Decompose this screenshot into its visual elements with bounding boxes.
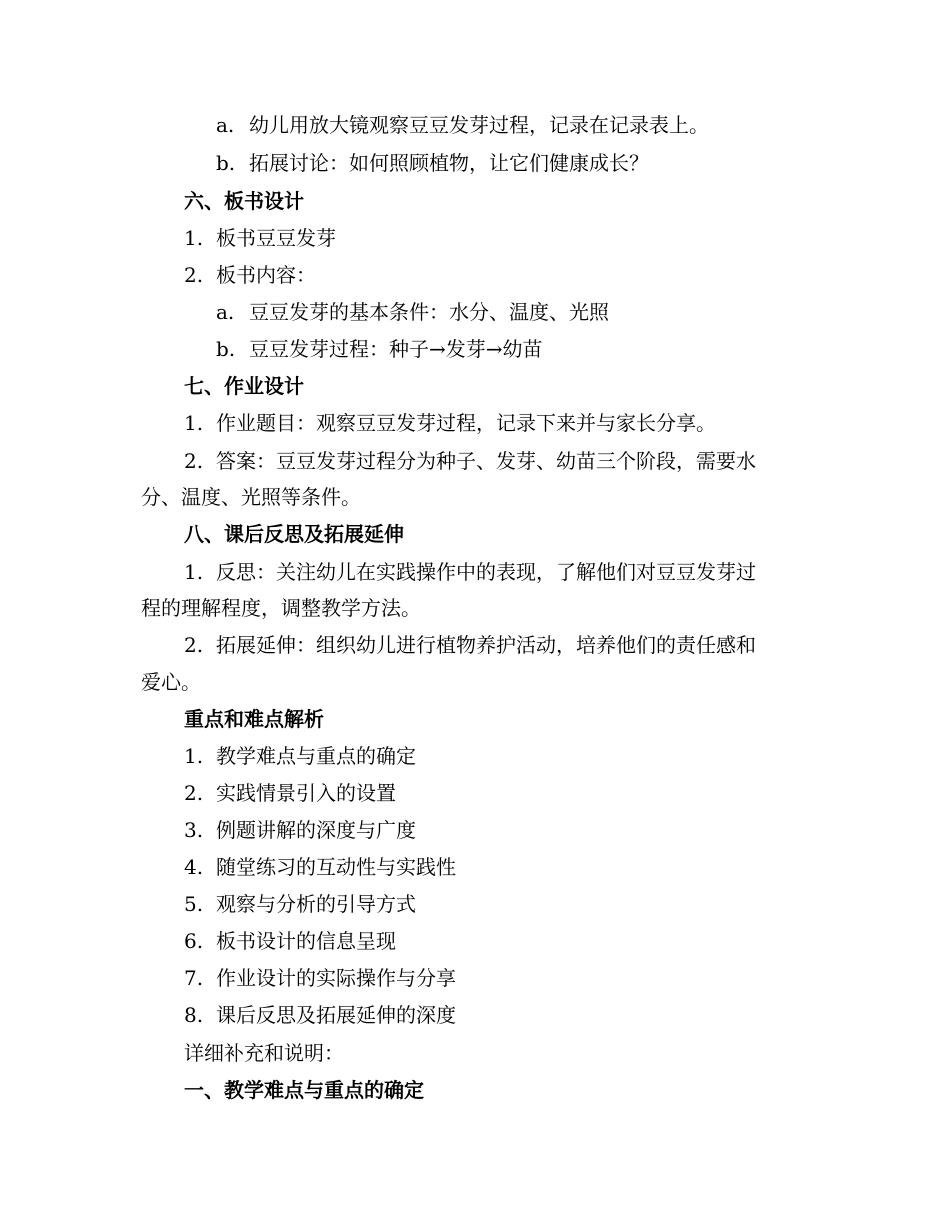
section-heading: 六、板书设计 [184,189,304,213]
list-item [216,336,543,362]
list-marker: 5. [184,892,204,916]
list-text: 答案：豆豆发芽过程分为种子、发芽、幼苗三个阶段，需要水 [216,449,756,473]
list-marker: 2. [184,781,204,805]
list-item [184,559,756,585]
list-text: 板书豆豆发芽 [216,226,336,250]
list-marker: 3. [184,818,204,842]
list-item [184,632,756,658]
list-text: 拓展延伸：组织幼儿进行植物养护活动，培养他们的责任感和 [216,633,756,657]
list-text: 随堂练习的互动性与实践性 [216,855,456,879]
list-marker: a. [216,300,235,324]
list-item [184,854,456,880]
list-text: 例题讲解的深度与广度 [216,818,416,842]
list-text: 教学难点与重点的确定 [216,744,416,768]
list-item [184,410,716,436]
list-item [184,817,416,843]
paragraph-continuation: 分、温度、光照等条件。 [141,485,361,509]
list-item [216,150,649,176]
list-marker: 6. [184,929,204,953]
list-marker: b. [216,151,236,175]
list-item [216,299,609,325]
list-item [184,448,756,474]
list-text: 作业设计的实际操作与分享 [216,966,456,990]
list-text: 观察与分析的引导方式 [216,892,416,916]
list-item [184,891,416,917]
list-marker: b. [216,337,236,361]
section-heading: 七、作业设计 [184,374,304,398]
list-marker: 1. [184,411,204,435]
list-text: 作业题目：观察豆豆发芽过程，记录下来并与家长分享。 [216,411,716,435]
list-text: 幼儿用放大镜观察豆豆发芽过程，记录在记录表上。 [249,113,709,137]
list-item [184,780,396,806]
list-item [184,262,316,288]
list-text: 拓展讨论：如何照顾植物，让它们健康成长？ [249,151,649,175]
section-heading: 一、教学难点与重点的确定 [184,1078,424,1102]
paragraph-continuation: 程的理解程度，调整教学方法。 [141,596,421,620]
list-item [216,112,709,138]
list-item [184,225,336,251]
list-text: 板书内容： [216,263,316,287]
list-marker: a. [216,113,235,137]
section-heading: 重点和难点解析 [184,707,324,731]
list-item [184,965,456,991]
section-heading: 八、课后反思及拓展延伸 [184,522,404,546]
list-marker: 1. [184,744,204,768]
list-text: 实践情景引入的设置 [216,781,396,805]
list-text: 反思：关注幼儿在实践操作中的表现，了解他们对豆豆发芽过 [216,560,756,584]
list-marker: 4. [184,855,204,879]
list-item [184,1002,456,1028]
list-marker: 1. [184,560,204,584]
list-marker: 2. [184,449,204,473]
list-marker: 7. [184,966,204,990]
list-item [184,743,416,769]
list-text: 课后反思及拓展延伸的深度 [216,1003,456,1027]
list-marker: 2. [184,633,204,657]
list-text: 豆豆发芽的基本条件：水分、温度、光照 [249,300,609,324]
list-marker: 2. [184,263,204,287]
list-text: 豆豆发芽过程：种子→发芽→幼苗 [249,337,543,361]
list-item [184,928,396,954]
paragraph-continuation: 爱心。 [141,670,201,694]
list-text: 板书设计的信息呈现 [216,929,396,953]
list-marker: 8. [184,1003,204,1027]
list-marker: 1. [184,226,204,250]
supplement-label: 详细补充和说明： [184,1041,344,1065]
